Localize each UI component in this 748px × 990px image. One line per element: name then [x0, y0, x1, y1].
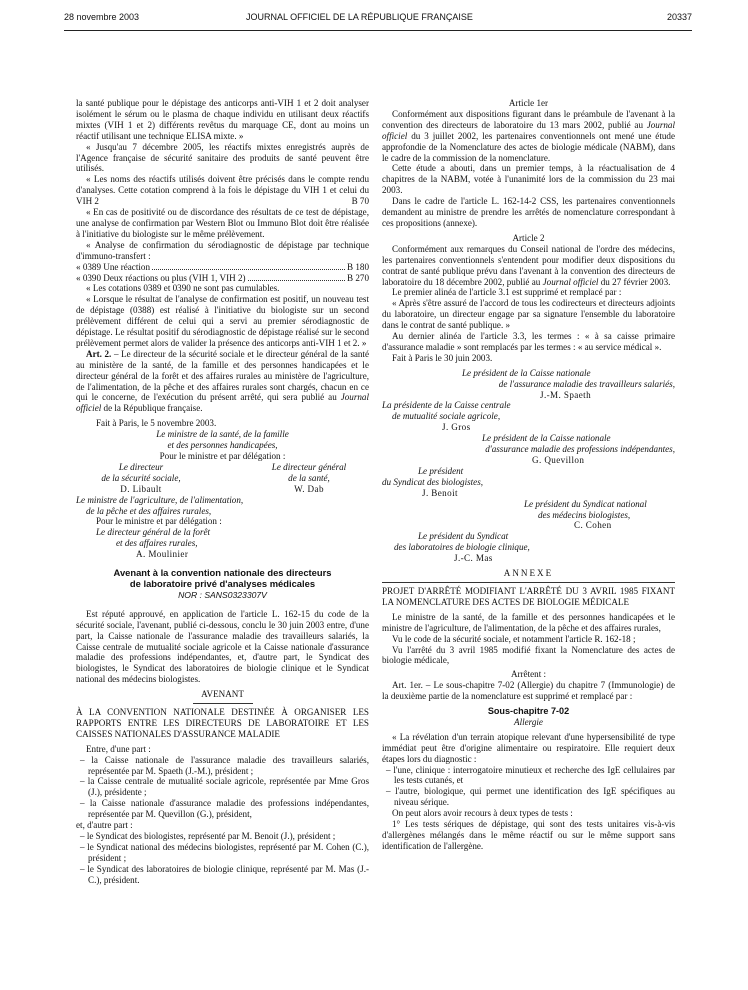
article-heading: Article 2 — [512, 232, 545, 243]
paragraph: « Jusqu'au 7 décembre 2005, les réactifs mixtes enregistrés auprès de l'Agence française de sécurité sanitaire des produits de santé peuvent être utilisés. — [76, 141, 369, 174]
header-page-number: 20337 — [666, 12, 692, 22]
list-item: – le Syndicat des laboratoires de biologie clinique, représenté par M. Mas (J.-C.), président. — [80, 863, 369, 885]
signature-delegation: Pour le ministre et par délégation : — [96, 516, 222, 527]
list-item: – la Caisse nationale d'assurance maladie des professions indépendantes, représentée par M. Quevillon (G.), président, — [80, 798, 369, 820]
signature-title: du Syndicat des biologistes, — [382, 476, 484, 487]
header-date: 28 novembre 2003 — [64, 12, 140, 22]
list-item: – la Caisse nationale de l'assurance maladie des travailleurs salariés, représentée par M. Spaeth (J.-M.), président ; — [80, 754, 369, 776]
subchapter-subtitle: Allergie — [514, 716, 543, 727]
signatory-name: D. Libault — [120, 483, 162, 494]
article-label: Art. 1er. — [392, 680, 423, 691]
header-rule — [64, 30, 692, 31]
cotation-value: B 270 — [347, 272, 369, 283]
paragraph: « Après s'être assuré de l'accord de tous les codirecteurs et directeurs adjoints du laboratoire, un directeur engage par sa signature l'ensemble du laboratoire dans le contrat de santé publique. » — [382, 298, 675, 331]
paragraph: « Analyse de confirmation du sérodiagnostic de dépistage par technique d'immuno-transfert : — [76, 239, 369, 261]
list-item: – le Syndicat national des médecins biologistes, représenté par M. Cohen (C.), président ; — [80, 841, 369, 863]
paragraph: Conformément aux dispositions figurant dans le préambule de l'avenant à la convention des directeurs de laboratoire du 13 mars 2002, publié au Journal officiel du 3 juillet 2002, les partenaires conventionnels ont mené une étude approfondie de la Nomenclature des actes de biologie médicale (NABM), dans le cadre de la commission de la nomenclature. — [382, 108, 675, 163]
signature-title: de l'assurance maladie des travailleurs salariés, — [498, 378, 675, 389]
signatory-name: J.-C. Mas — [454, 553, 493, 564]
paragraph: Est réputé approuvé, en application de l'article L. 162-15 du code de la sécurité sociale, l'avenant, publié ci-dessous, conclu le 30 juin 2003 entre, d'une part, la Caisse nationale de l'assurance maladie des travailleurs salariés, la Caisse centrale de mutualité sociale agricole et la Caisse nationale d'assurance maladie des professions indépendantes, et, d'autre part, le Syndicat des biologistes, le Syndicat des laboratoires de biologie clinique et le Syndicat national des médecins biologistes. — [76, 608, 369, 685]
signatory-name: J.-M. Spaeth — [540, 389, 592, 400]
signatory-name: C. Cohen — [574, 520, 612, 531]
paragraph — [76, 174, 369, 207]
signatory-name: A. Moulinier — [136, 549, 189, 560]
signature-title: Le ministre de l'agriculture, de l'alimentation, — [76, 494, 244, 505]
paragraph: la santé publique pour le dépistage des anticorps anti-VIH 1 et 2 doit analyser isolément le sérum ou le plasma de chaque individu en utilisant deux réactifs mixtes (VIH 1 et 2) différents revêtus du marquage CE, dont au moins un réactif utilisant une technique ELISA mixte. » — [76, 98, 369, 141]
paragraph: 1° Les tests sériques de dépistage, qui sont des tests unitaires vis-à-vis d'allergènes mélangés dans le même réactif ou sur le même support sans identification de l'allergène. — [382, 819, 675, 851]
article-1-paragraph: Art. 1er. – Le sous-chapitre 7-02 (Allergie) du chapitre 7 (Immunologie) de la deuxième partie de la nomenclature est supprimé et remplacé par : — [382, 680, 675, 702]
signature-title: Le président de la Caisse nationale — [482, 433, 611, 444]
list-item: – le Syndicat des biologistes, représenté par M. Benoit (J.), président ; — [80, 831, 336, 841]
list-item: – l'une, clinique : interrogatoire minutieux et recherche des IgE cellulaires par les tests cutanés, et — [386, 764, 675, 786]
projet-title: PROJET D'ARRÊTÉ MODIFIANT L'ARRÊTÉ DU 3 AVRIL 1985 FIXANT LA NOMENCLATURE DES ACTES DE BIOLOGIE MÉDICALE — [382, 585, 675, 607]
left-column — [76, 98, 369, 886]
paragraph: Le ministre de la santé, de la famille et des personnes handicapées et le ministre de l'agriculture, de l'alimentation, de la pêche et des affaires rurales, — [382, 611, 675, 633]
paragraph: Au dernier alinéa de l'article 3.3, les termes : « à sa caisse primaire d'assurance maladie » sont remplacés par les termes : « au service médical ». — [382, 331, 675, 352]
nor-reference: NOR : SANS0323307V — [178, 589, 267, 600]
signature-title: et des personnes handicapées, — [167, 440, 278, 451]
signature-title: de mutualité sociale agricole, — [392, 411, 501, 422]
paragraph: On peut alors avoir recours à deux types de tests : — [392, 808, 573, 819]
signature-title: et des affaires rurales, — [116, 538, 198, 549]
section-title: Avenant à la convention nationale des directeurs — [113, 567, 332, 579]
cotation-text: « Les noms des réactifs utilisés doivent être précisés dans le compte rendu d'analyses. Cette cotation comprend à la fois le dépistage du VIH 1 et celui du VIH 2 — [76, 174, 369, 207]
cotation-value: B 70 — [351, 196, 369, 207]
signature-title: de la pêche et des affaires rurales, — [86, 505, 212, 516]
paragraph: Cette étude a abouti, dans un premier temps, à la réactualisation de 4 chapitres de la NABM, votée à l'unanimité lors de la commission du 23 mai 2003. — [382, 163, 675, 196]
paragraph: « Les cotations 0389 et 0390 ne sont pas cumulables. — [86, 283, 280, 294]
signature-title: d'assurance maladie des professions indépendantes, — [485, 444, 675, 455]
cotation-label: « 0389 Une réaction — [76, 261, 150, 272]
signature-title: Le président du Syndicat — [418, 531, 509, 542]
signature-title: des laboratoires de biologie clinique, — [394, 542, 530, 553]
signature-title: La présidente de la Caisse centrale — [382, 400, 511, 411]
paragraph: Vu l'arrêté du 3 avril 1985 modifié fixant la Nomenclature des actes de biologie médicale, — [382, 644, 675, 666]
annexe-heading: ANNEXE — [503, 568, 554, 579]
paragraph: « En cas de positivité ou de discordance des résultats de ce test de dépistage, une analyse de confirmation par Western Blot ou Immuno Blot doit être réalisée à l'initiative du biologiste sur le même prélèvement. — [76, 207, 369, 239]
cotation-line — [76, 262, 369, 273]
paragraph: et, d'autre part : — [76, 820, 133, 831]
paragraph: « La révélation d'un terrain atopique relevant d'une hypersensibilité de type immédiat peut être d'origine alimentaire ou respiratoire. Elle requiert deux étapes lors du diagnostic : — [382, 731, 675, 764]
paragraph: Entre, d'une part : — [86, 743, 151, 754]
signature-title: Le ministre de la santé, de la famille — [156, 429, 289, 440]
article-label: Art. 2. — [86, 348, 112, 359]
paragraph: Dans le cadre de l'article L. 162-14-2 CSS, les partenaires conventionnels demandent au ministre de prendre les arrêtés de nomenclature correspondant à ces propositions (annexe). — [382, 196, 675, 228]
paragraph: « Lorsque le résultat de l'analyse de confirmation est positif, un nouveau test de dépistage (0388) est réalisé à l'initiative du biologiste sur un second prélèvement différent de celui qui a servi au premier sérodiagnostic de dépistage. Le résultat positif du sérodiagnostic de dépistage réalisé sur le second prélèvement permet alors de valider la présence des anticorps anti-VIH 1 et 2. » — [76, 294, 369, 348]
paragraph: Le premier alinéa de l'article 3.1 est supprimé et remplacé par : — [392, 287, 622, 298]
paragraph: Vu le code de la sécurité sociale, et notamment l'article R. 162-18 ; — [392, 633, 636, 644]
list-item: – la Caisse centrale de mutualité sociale agricole, représentée par Mme Gros (J.), présidente ; — [80, 776, 369, 798]
header-journal-title: JOURNAL OFFICIEL DE LA RÉPUBLIQUE FRANÇAISE — [246, 12, 473, 22]
signatory-name: G. Quevillon — [532, 455, 585, 465]
signature-title: Le président du Syndicat national — [524, 498, 647, 509]
signature-delegation: Pour le ministre et par délégation : — [159, 451, 286, 461]
list-item: – l'autre, biologique, qui permet une identification des IgE spécifiques au niveau sérique. — [386, 786, 675, 808]
section-title: de laboratoire privé d'analyses médicales — [129, 577, 316, 589]
signature-title: des médecins biologistes, — [538, 509, 631, 520]
signature-title: Le président de la Caisse nationale — [462, 367, 591, 378]
page-header — [64, 12, 692, 26]
signature-date: Fait à Paris le 30 juin 2003. — [392, 352, 493, 363]
paragraph: Conformément aux remarques du Conseil national de l'ordre des médecins, les partenaires conventionnels s'entendent pour modifier deux dispositions du contrat de santé publique prévu dans l'avenant à la convention des directeurs de laboratoire du 18 décembre 2002, publié au Journal officiel du 27 février 2003. — [382, 243, 675, 287]
cotation-label: « 0390 Deux réactions ou plus (VIH 1, VIH 2) — [76, 272, 246, 283]
signatory-name: J. Gros — [442, 422, 471, 433]
signature-date: Fait à Paris, le 5 novembre 2003. — [96, 418, 217, 429]
signature-title: Le président — [418, 465, 464, 476]
article-2-paragraph: Art. 2. – Le directeur de la sécurité sociale et le directeur général de la santé au ministère de la santé, de la famille et des personnes handicapées et le directeur général de la forêt et des affaires rurales au ministère de l'agriculture, de l'alimentation, de la pêche et des affaires rurales sont chargés, chacun en ce qui le concerne, de l'exécution du présent arrêté, qui sera publié au Journal officiel de la République française. — [76, 348, 369, 414]
right-column — [382, 98, 675, 852]
cotation-value: B 180 — [347, 261, 369, 272]
subchapter-title: Sous-chapitre 7-02 — [487, 706, 570, 717]
avenant-heading: AVENANT — [201, 689, 244, 700]
arretent: Arrêtent : — [510, 669, 547, 680]
signatory-name: W. Dab — [294, 483, 324, 494]
cotation-line — [76, 273, 369, 284]
convention-title: À LA CONVENTION NATIONALE DESTINÉE À ORGANISER LES RAPPORTS ENTRE LES DIRECTEURS DE LABORATOIRE ET LES CAISSES NATIONALES D'ASSURANCE MALADIE — [76, 707, 369, 739]
signatory-name: J. Benoit — [422, 487, 458, 498]
signature-title: Le directeur général de la forêt — [96, 527, 211, 538]
article-heading: Article 1er — [508, 98, 549, 108]
signature-row: Le directeur de la sécurité sociale, D. Libault Le directeur général de la santé, W. Dab — [76, 462, 369, 495]
